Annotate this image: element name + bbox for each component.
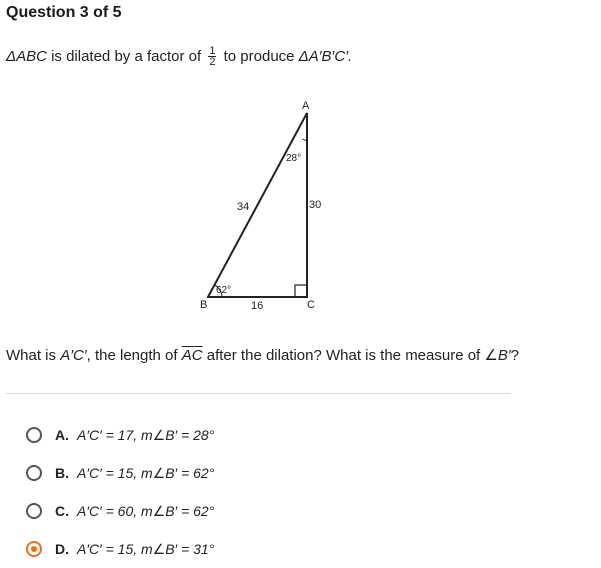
divider (6, 393, 511, 394)
triangle-diagram (190, 95, 340, 320)
fraction-denominator: 2 (209, 56, 216, 68)
question-part-3: , the length of (86, 347, 182, 364)
option-b[interactable] (26, 454, 214, 492)
option-a-text: A′C′ = 17, m∠B′ = 28° (77, 426, 215, 443)
triangle-shape (208, 113, 307, 297)
prompt-text-2: to produce (219, 48, 299, 65)
scale-factor-fraction (208, 46, 216, 67)
answer-options (26, 416, 214, 568)
option-a-letter: A. (55, 427, 69, 443)
option-b-letter: B. (55, 465, 69, 481)
triangle-image-label: ΔA′B′C′. (298, 48, 353, 65)
problem-statement (6, 46, 352, 67)
option-c-radio[interactable] (26, 503, 42, 519)
right-angle-marker (295, 285, 307, 297)
question-part-7: ? (510, 347, 520, 364)
vertex-b-label: B (200, 299, 208, 311)
side-ab-label: 34 (237, 201, 250, 213)
vertex-c-label: C (307, 299, 315, 311)
question-part-5: after the dilation? What is the measure of (202, 347, 485, 364)
option-c[interactable] (26, 492, 214, 530)
question-text (6, 346, 519, 364)
vertex-a-label: A (302, 100, 310, 112)
angle-b-label: 62° (216, 285, 232, 296)
segment-ac: $\overline{AC}$ (181, 347, 203, 364)
angle-b-prime: ∠B′ (484, 347, 511, 364)
question-counter: Question 3 of 5 (6, 4, 122, 21)
option-b-text: A′C′ = 15, m∠B′ = 62° (77, 464, 215, 481)
side-bc-label: 16 (251, 300, 264, 312)
question-part-1: What is (6, 347, 61, 364)
segment-a-prime-c-prime: A′C′ (60, 347, 87, 364)
triangle-figure (190, 95, 340, 325)
option-d[interactable] (26, 530, 214, 568)
side-ac-label: 30 (309, 199, 322, 211)
option-d-radio[interactable] (26, 541, 42, 557)
angle-a-label: 28° (286, 153, 302, 164)
prompt-text-1: is dilated by a factor of (46, 48, 206, 65)
option-a[interactable] (26, 416, 214, 454)
option-c-text: A′C′ = 60, m∠B′ = 62° (77, 502, 215, 519)
option-d-letter: D. (55, 541, 69, 557)
triangle-abc-label: ΔABC (6, 48, 47, 65)
fraction-numerator: 1 (209, 45, 216, 57)
option-b-radio[interactable] (26, 465, 42, 481)
option-c-letter: C. (55, 503, 69, 519)
option-a-radio[interactable] (26, 427, 42, 443)
option-d-text: A′C′ = 15, m∠B′ = 31° (77, 540, 215, 557)
